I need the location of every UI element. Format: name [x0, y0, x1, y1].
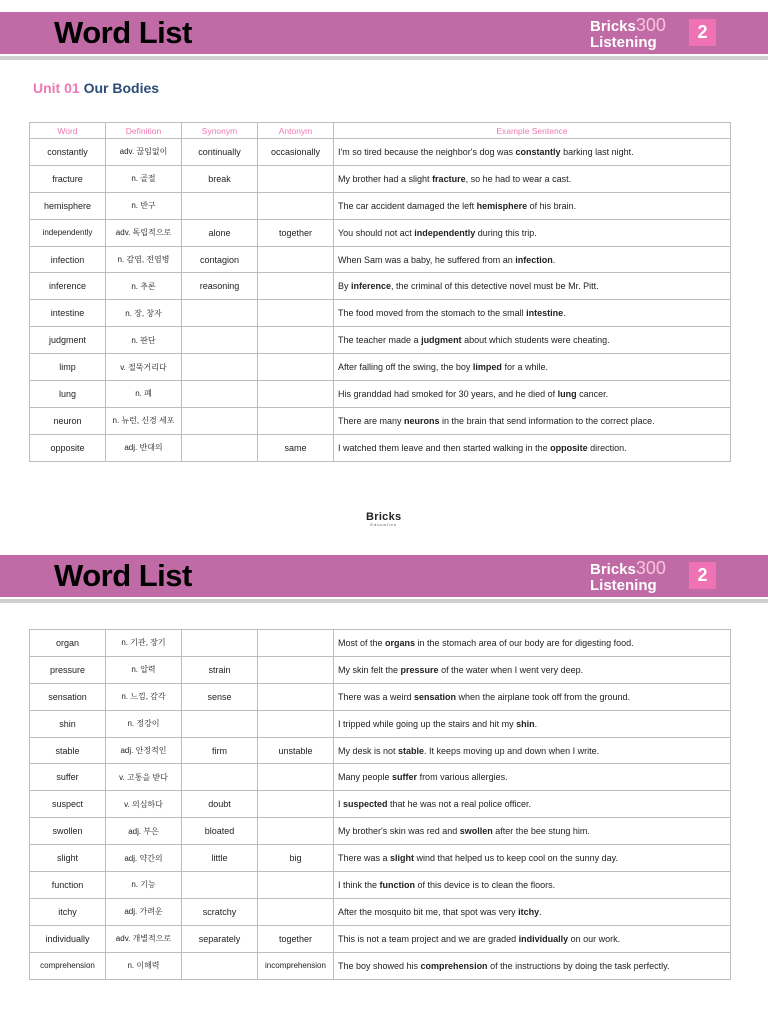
sentence-keyword: slight	[390, 853, 415, 864]
brand-number: 300	[635, 558, 666, 578]
sentence-text: of the instructions by doing the task perfectly.	[487, 960, 670, 971]
synonym-cell: continually	[182, 139, 258, 166]
example-sentence-cell	[334, 165, 731, 192]
word-cell: slight	[30, 845, 106, 872]
unit-heading	[33, 80, 159, 96]
definition-cell: adj. 안정적인	[106, 737, 182, 764]
sentence-text: from various allergies.	[417, 772, 508, 783]
logo-subtitle: Education	[370, 522, 398, 527]
sentence-keyword: suffer	[392, 772, 418, 783]
example-sentence-cell	[334, 407, 731, 434]
table-row	[30, 407, 731, 434]
definition-cell: adj. 반대의	[106, 434, 182, 461]
antonym-cell	[258, 407, 334, 434]
sentence-text: .	[534, 718, 538, 729]
header-banner-top	[0, 12, 768, 54]
synonym-cell: scratchy	[182, 898, 258, 925]
synonym-cell	[182, 300, 258, 327]
level-badge: 2	[689, 19, 716, 46]
table-row	[30, 764, 731, 791]
sentence-keyword: judgment	[421, 335, 462, 346]
sentence-keyword: swollen	[459, 826, 493, 837]
definition-cell: n. 기관, 장기	[106, 630, 182, 657]
synonym-cell: firm	[182, 737, 258, 764]
sentence-text: .	[563, 308, 566, 319]
sentence-text: The car accident damaged the left	[338, 200, 477, 211]
table-row	[30, 381, 731, 408]
table-row	[30, 845, 731, 872]
synonym-cell: sense	[182, 683, 258, 710]
table-row	[30, 192, 731, 219]
antonym-cell: unstable	[258, 737, 334, 764]
word-cell: comprehension	[30, 952, 106, 979]
synonym-cell: break	[182, 165, 258, 192]
sentence-text: Most of the	[338, 637, 386, 648]
brand-name: Bricks	[590, 18, 636, 35]
example-sentence-cell	[334, 434, 731, 461]
example-sentence-cell	[334, 656, 731, 683]
word-cell: lung	[30, 381, 106, 408]
example-sentence-cell	[334, 818, 731, 845]
definition-cell: v. 고통을 받다	[106, 764, 182, 791]
example-sentence-cell	[334, 192, 731, 219]
definition-cell: adv. 개별적으로	[106, 925, 182, 952]
sentence-text: I'm so tired because the neighbor's dog was	[338, 146, 516, 157]
sentence-text: By	[338, 281, 352, 292]
sentence-keyword: limped	[472, 362, 502, 373]
word-table-2	[29, 629, 731, 980]
sentence-text: This is not a team project and we are graded	[338, 933, 519, 944]
sentence-keyword: comprehension	[420, 960, 488, 971]
example-sentence-cell	[334, 791, 731, 818]
sentence-text: My brother had a slight	[338, 173, 433, 184]
table-row	[30, 925, 731, 952]
definition-cell: adj. 가려운	[106, 898, 182, 925]
antonym-cell	[258, 710, 334, 737]
word-cell: swollen	[30, 818, 106, 845]
definition-cell: v. 의심하다	[106, 791, 182, 818]
sentence-text: in the brain that send information to the correct place.	[439, 415, 655, 426]
logo-name: Bricks	[366, 511, 402, 523]
definition-cell: n. 기능	[106, 872, 182, 899]
definition-cell: n. 감염, 전염병	[106, 246, 182, 273]
sentence-text: The food moved from the stomach to the small	[338, 308, 527, 319]
page-title: Word List	[54, 15, 192, 50]
sentence-keyword: constantly	[515, 146, 561, 157]
synonym-cell	[182, 764, 258, 791]
synonym-cell: little	[182, 845, 258, 872]
example-sentence-cell	[334, 246, 731, 273]
example-sentence-cell	[334, 354, 731, 381]
word-cell: fracture	[30, 165, 106, 192]
sentence-text: My desk is not	[338, 745, 399, 756]
definition-cell: adv. 끊임없이	[106, 139, 182, 166]
word-cell: neuron	[30, 407, 106, 434]
table-row	[30, 273, 731, 300]
sentence-text: that he was not a real police officer.	[387, 799, 531, 810]
definition-cell: v. 절뚝거리다	[106, 354, 182, 381]
sentence-text: barking last night.	[560, 146, 634, 157]
table-row	[30, 165, 731, 192]
sentence-keyword: sensation	[414, 691, 457, 702]
antonym-cell: occasionally	[258, 139, 334, 166]
sentence-text: My brother's skin was red and	[338, 826, 460, 837]
unit-title: Our Bodies	[83, 80, 160, 96]
sentence-text: My skin felt the	[338, 664, 401, 675]
header-banner-bottom	[0, 555, 768, 597]
definition-cell: n. 뉴런, 신경 세포	[106, 407, 182, 434]
definition-cell: adj. 부은	[106, 818, 182, 845]
synonym-cell: contagion	[182, 246, 258, 273]
word-cell: judgment	[30, 327, 106, 354]
sentence-text: in the stomach area of our body are for digesting food.	[415, 637, 634, 648]
sentence-text: There was a weird	[338, 691, 415, 702]
word-cell: constantly	[30, 139, 106, 166]
antonym-cell	[258, 246, 334, 273]
example-sentence-cell	[334, 381, 731, 408]
sentence-keyword: fracture	[432, 173, 466, 184]
synonym-cell	[182, 354, 258, 381]
brand-number: 300	[635, 15, 666, 35]
definition-cell: n. 느낌, 감각	[106, 683, 182, 710]
antonym-cell	[258, 381, 334, 408]
synonym-cell: alone	[182, 219, 258, 246]
example-sentence-cell	[334, 845, 731, 872]
sentence-text: . It keeps moving up and down when I write.	[424, 745, 600, 756]
sentence-keyword: infection	[515, 254, 553, 265]
example-sentence-cell	[334, 898, 731, 925]
table-row	[30, 737, 731, 764]
synonym-cell: strain	[182, 656, 258, 683]
sentence-keyword: inference	[351, 281, 392, 292]
example-sentence-cell	[334, 710, 731, 737]
word-cell: suspect	[30, 791, 106, 818]
brand-logo-2	[590, 560, 666, 594]
sentence-text: I think the	[338, 879, 380, 890]
word-cell: independently	[30, 219, 106, 246]
sentence-text: I tripped while going up the stairs and hit my	[338, 718, 517, 729]
sentence-text: After the mosquito bit me, that spot was very	[338, 906, 519, 917]
antonym-cell: together	[258, 925, 334, 952]
synonym-cell	[182, 872, 258, 899]
unit-number: Unit 01	[33, 80, 80, 96]
example-sentence-cell	[334, 952, 731, 979]
example-sentence-cell	[334, 925, 731, 952]
example-sentence-cell	[334, 872, 731, 899]
table-row	[30, 791, 731, 818]
sentence-text: There was a	[338, 853, 391, 864]
table-row	[30, 952, 731, 979]
synonym-cell: doubt	[182, 791, 258, 818]
definition-cell: n. 폐	[106, 381, 182, 408]
sentence-text: The teacher made a	[338, 335, 422, 346]
definition-cell: n. 판단	[106, 327, 182, 354]
example-sentence-cell	[334, 630, 731, 657]
column-header-example: Example Sentence	[334, 123, 731, 139]
word-cell: infection	[30, 246, 106, 273]
word-cell: intestine	[30, 300, 106, 327]
definition-cell: n. 압력	[106, 656, 182, 683]
table-row	[30, 818, 731, 845]
definition-cell: n. 추론	[106, 273, 182, 300]
sentence-text: .	[539, 906, 542, 917]
sentence-keyword: hemisphere	[476, 200, 528, 211]
word-cell: sensation	[30, 683, 106, 710]
sentence-text: when the airplane took off from the ground.	[456, 691, 630, 702]
sentence-text: of this device is to clean the floors.	[415, 879, 556, 890]
sentence-text: of his brain.	[527, 200, 577, 211]
column-header-antonym: Antonym	[258, 123, 334, 139]
sentence-keyword: shin	[516, 718, 535, 729]
sentence-keyword: opposite	[550, 442, 588, 453]
word-cell: organ	[30, 630, 106, 657]
antonym-cell	[258, 192, 334, 219]
sentence-text: during this trip.	[475, 227, 537, 238]
antonym-cell	[258, 630, 334, 657]
definition-cell: adv. 독립적으로	[106, 219, 182, 246]
brand-subtitle: Listening	[590, 577, 657, 594]
antonym-cell	[258, 656, 334, 683]
sentence-text: The boy showed his	[338, 960, 421, 971]
antonym-cell	[258, 791, 334, 818]
sentence-text: His granddad had smoked for 30 years, and he died of	[338, 388, 558, 399]
synonym-cell	[182, 952, 258, 979]
word-cell: opposite	[30, 434, 106, 461]
example-sentence-cell	[334, 219, 731, 246]
antonym-cell	[258, 327, 334, 354]
example-sentence-cell	[334, 737, 731, 764]
synonym-cell	[182, 192, 258, 219]
sentence-keyword: function	[379, 879, 416, 890]
sentence-keyword: itchy	[518, 906, 540, 917]
sentence-keyword: pressure	[400, 664, 439, 675]
sentence-keyword: stable	[398, 745, 425, 756]
antonym-cell	[258, 300, 334, 327]
antonym-cell	[258, 165, 334, 192]
definition-cell: n. 이해력	[106, 952, 182, 979]
sentence-text: After falling off the swing, the boy	[338, 362, 473, 373]
word-cell: inference	[30, 273, 106, 300]
sentence-keyword: intestine	[526, 308, 564, 319]
definition-cell: n. 골절	[106, 165, 182, 192]
example-sentence-cell	[334, 139, 731, 166]
word-cell: shin	[30, 710, 106, 737]
sentence-keyword: independently	[414, 227, 476, 238]
synonym-cell	[182, 710, 258, 737]
word-cell: hemisphere	[30, 192, 106, 219]
sentence-text: , the criminal of this detective novel must be Mr. Pitt.	[391, 281, 599, 292]
antonym-cell	[258, 273, 334, 300]
example-sentence-cell	[334, 273, 731, 300]
column-header-definition: Definition	[106, 123, 182, 139]
table-row	[30, 246, 731, 273]
sentence-text: on our work.	[568, 933, 621, 944]
antonym-cell	[258, 354, 334, 381]
bricks-education-logo	[366, 511, 401, 527]
example-sentence-cell	[334, 683, 731, 710]
sentence-text: for a while.	[501, 362, 548, 373]
antonym-cell: same	[258, 434, 334, 461]
synonym-cell	[182, 407, 258, 434]
sentence-text: When Sam was a baby, he suffered from an	[338, 254, 516, 265]
antonym-cell: together	[258, 219, 334, 246]
synonym-cell	[182, 630, 258, 657]
table-row	[30, 434, 731, 461]
word-table-1	[29, 122, 731, 462]
word-cell: function	[30, 872, 106, 899]
table-header-row	[30, 123, 731, 139]
antonym-cell	[258, 683, 334, 710]
brand-subtitle: Listening	[590, 34, 657, 51]
sentence-text: Many people	[338, 772, 393, 783]
antonym-cell	[258, 764, 334, 791]
sentence-keyword: organs	[385, 637, 416, 648]
column-header-synonym: Synonym	[182, 123, 258, 139]
word-cell: suffer	[30, 764, 106, 791]
antonym-cell	[258, 818, 334, 845]
sentence-text: after the bee stung him.	[492, 826, 590, 837]
table-row	[30, 656, 731, 683]
word-cell: stable	[30, 737, 106, 764]
sentence-text: , so he had to wear a cast.	[465, 173, 572, 184]
synonym-cell: reasoning	[182, 273, 258, 300]
sentence-text: wind that helped us to keep cool on the sunny day.	[414, 853, 619, 864]
table-row	[30, 683, 731, 710]
sentence-text: I watched them leave and then started walking in the	[338, 442, 551, 453]
column-header-word: Word	[30, 123, 106, 139]
sentence-text: of the water when I went very deep.	[438, 664, 584, 675]
synonym-cell: separately	[182, 925, 258, 952]
sentence-keyword: neurons	[404, 415, 440, 426]
sentence-text: .	[552, 254, 556, 265]
sentence-text: I	[338, 799, 344, 810]
word-cell: individually	[30, 925, 106, 952]
antonym-cell	[258, 898, 334, 925]
sentence-text: There are many	[338, 415, 405, 426]
word-cell: itchy	[30, 898, 106, 925]
table-row	[30, 630, 731, 657]
example-sentence-cell	[334, 327, 731, 354]
sentence-keyword: lung	[557, 388, 577, 399]
word-cell: limp	[30, 354, 106, 381]
definition-cell: n. 반구	[106, 192, 182, 219]
table-row	[30, 327, 731, 354]
example-sentence-cell	[334, 300, 731, 327]
level-badge-2: 2	[689, 562, 716, 589]
table-row	[30, 354, 731, 381]
table-row	[30, 139, 731, 166]
brand-name: Bricks	[590, 561, 636, 578]
table-row	[30, 710, 731, 737]
sentence-text: about which students were cheating.	[461, 335, 610, 346]
antonym-cell	[258, 872, 334, 899]
antonym-cell: big	[258, 845, 334, 872]
example-sentence-cell	[334, 764, 731, 791]
sentence-text: direction.	[587, 442, 627, 453]
table-row	[30, 219, 731, 246]
sentence-text: You should not act	[338, 227, 415, 238]
definition-cell: n. 장, 창자	[106, 300, 182, 327]
table-row	[30, 300, 731, 327]
definition-cell: n. 정강이	[106, 710, 182, 737]
table-row	[30, 898, 731, 925]
antonym-cell: incomprehension	[258, 952, 334, 979]
synonym-cell	[182, 434, 258, 461]
word-cell: pressure	[30, 656, 106, 683]
table-row	[30, 872, 731, 899]
page-title-2: Word List	[54, 558, 192, 593]
sentence-keyword: suspected	[343, 799, 388, 810]
brand-logo	[590, 17, 666, 51]
synonym-cell	[182, 327, 258, 354]
sentence-text: cancer.	[576, 388, 609, 399]
synonym-cell: bloated	[182, 818, 258, 845]
synonym-cell	[182, 381, 258, 408]
definition-cell: adj. 약간의	[106, 845, 182, 872]
sentence-keyword: individually	[518, 933, 569, 944]
